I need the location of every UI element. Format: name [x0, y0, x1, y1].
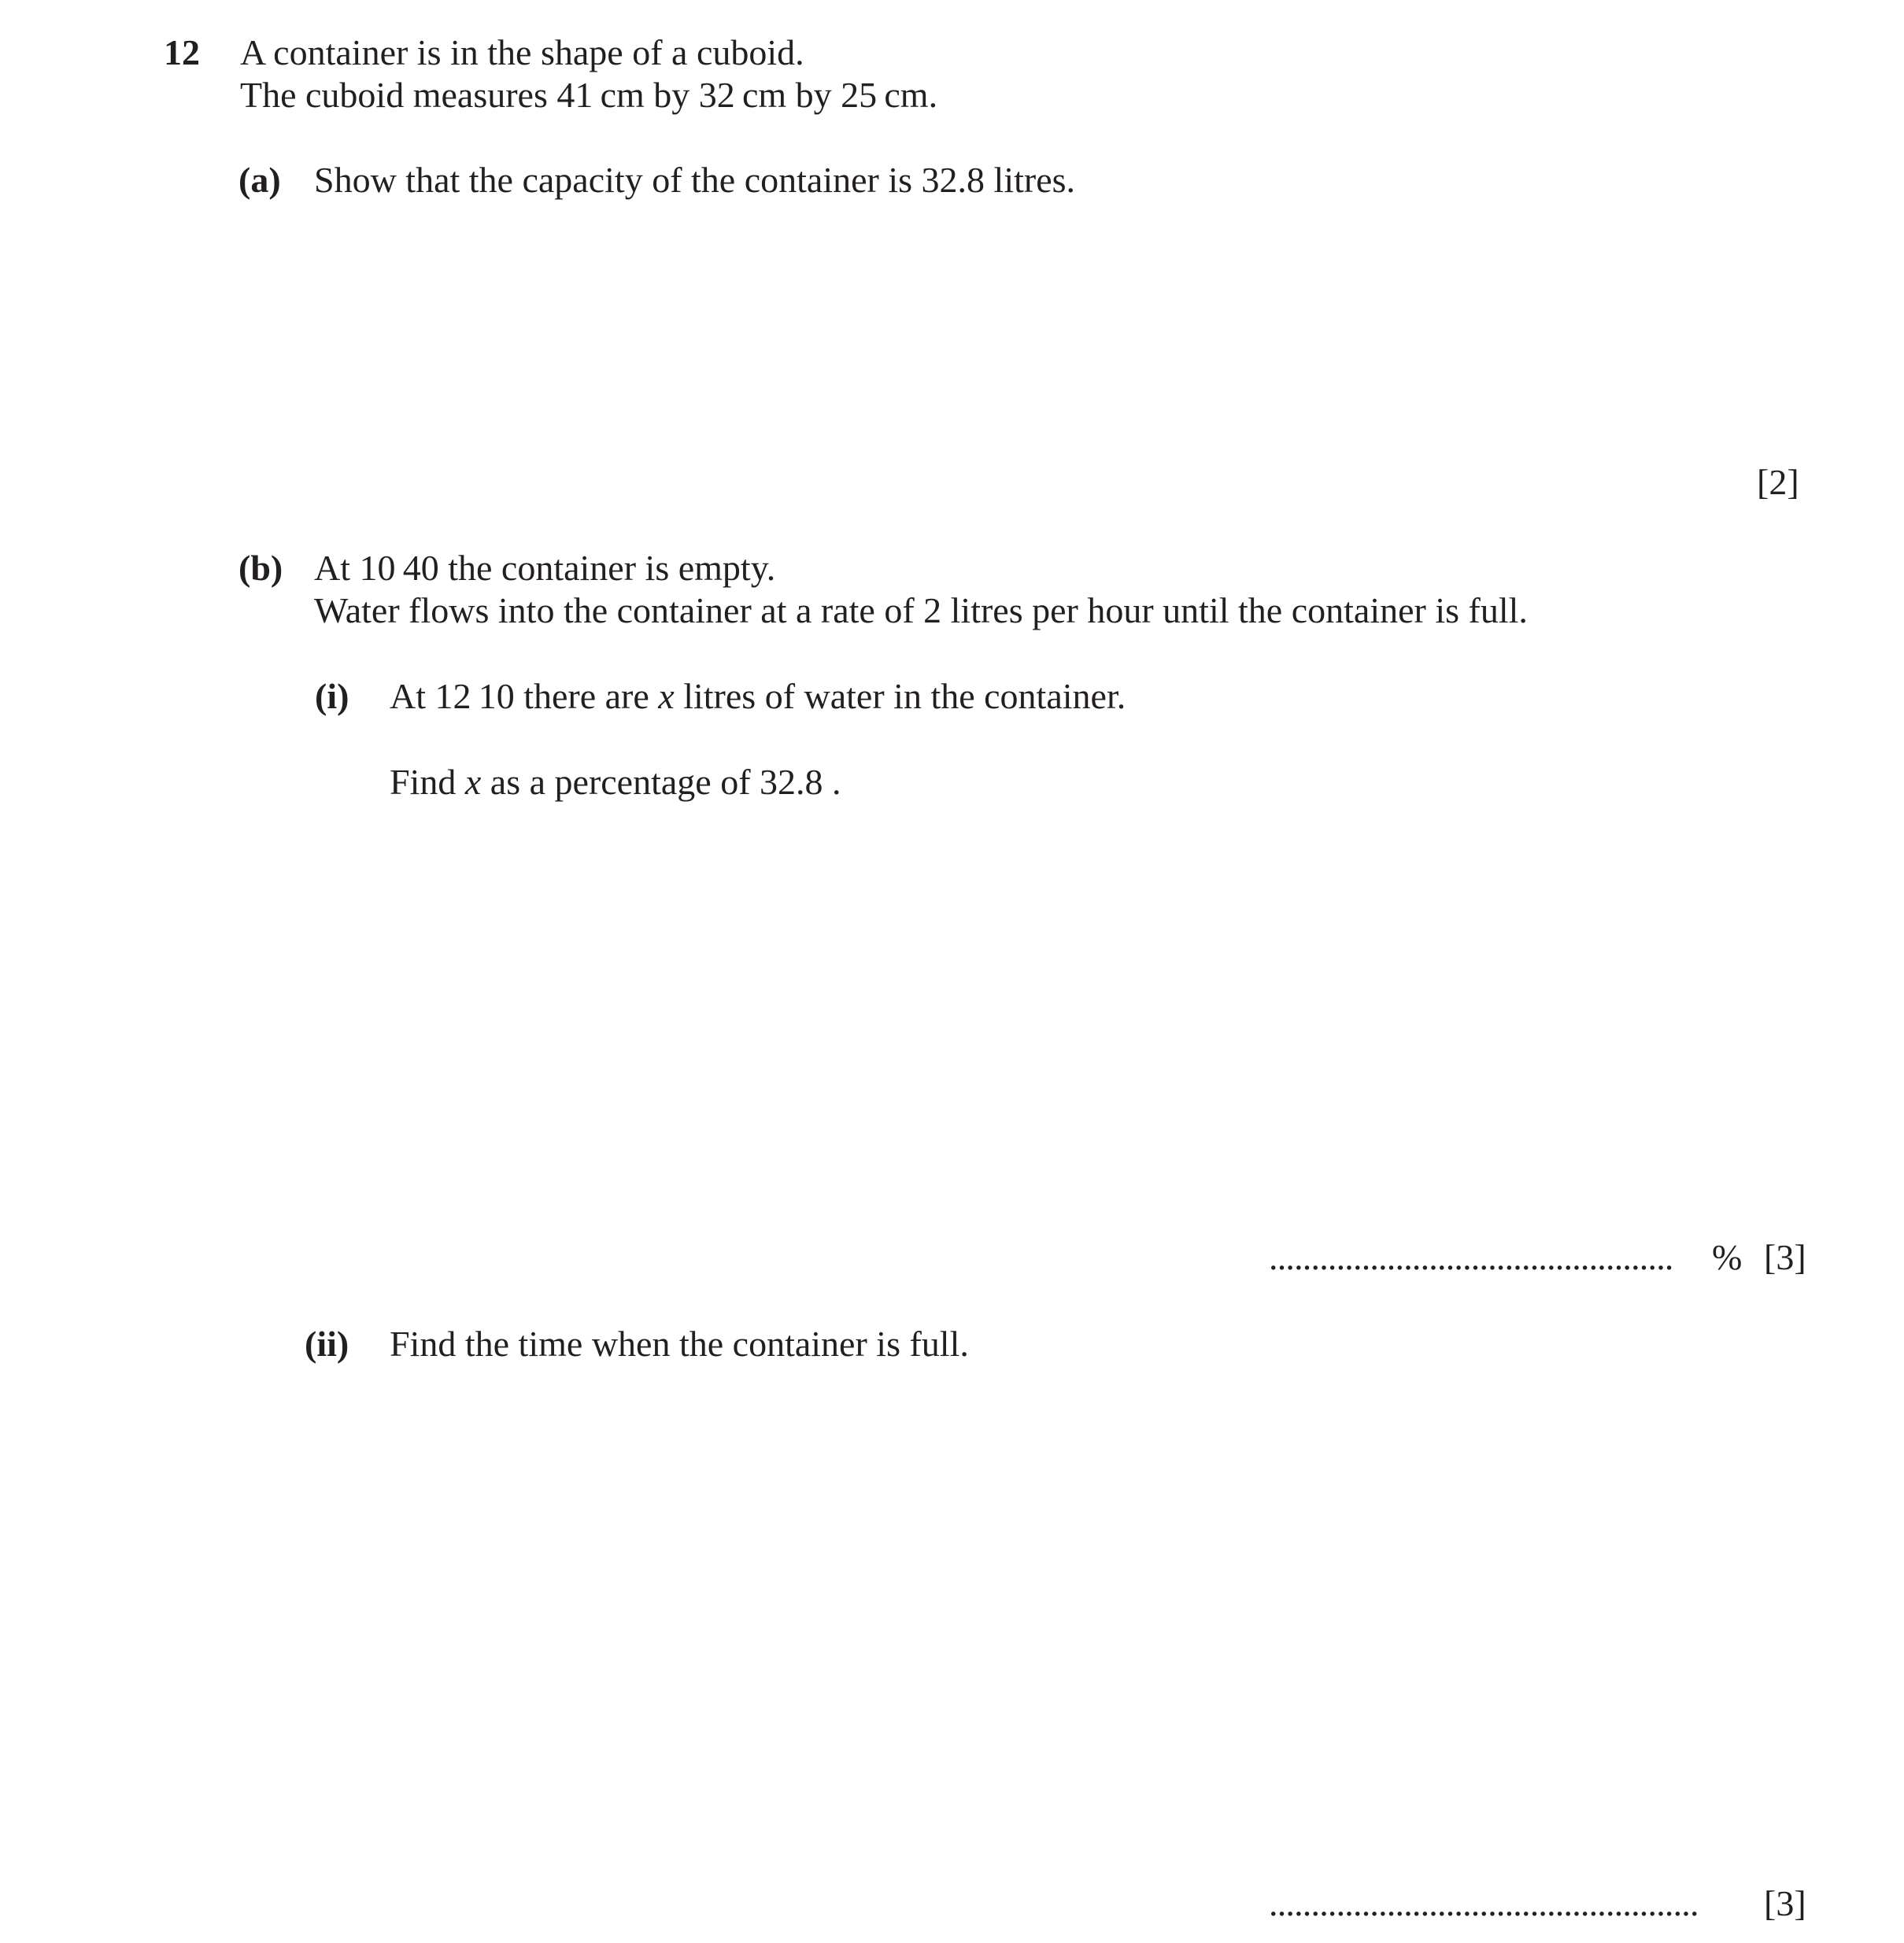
- part-b-line1: At 10 40 the container is empty.: [314, 548, 776, 588]
- part-b-i-answer-line[interactable]: ................................................: [1269, 1237, 1673, 1277]
- question-intro-line2: The cuboid measures 41 cm by 32 cm by 25 cm.: [240, 75, 938, 115]
- part-b-i-line1: At 12 10 there are x litres of water in the container.: [390, 676, 1126, 716]
- part-b-i-label: (i): [315, 676, 349, 716]
- part-b-line2: Water flows into the container at a rate of 2 litres per hour until the container is full.: [314, 590, 1528, 630]
- question-number: 12: [164, 32, 200, 72]
- part-b-i-line2: Find x as a percentage of 32.8 .: [390, 762, 841, 802]
- part-a-label: (a): [238, 160, 281, 200]
- part-a-text: Show that the capacity of the container is 32.8 litres.: [314, 160, 1076, 200]
- variable-x: x: [464, 762, 482, 802]
- part-b-i-marks: [3]: [1764, 1237, 1806, 1277]
- part-b-label: (b): [238, 548, 283, 588]
- question-intro-line1: A container is in the shape of a cuboid.: [240, 32, 804, 72]
- part-b-i-answer-unit: %: [1712, 1237, 1743, 1277]
- part-b-ii-answer-line[interactable]: ...................................................: [1269, 1883, 1699, 1923]
- part-b-ii-label: (ii): [305, 1324, 349, 1364]
- variable-x: x: [658, 676, 675, 716]
- part-b-ii-marks: [3]: [1764, 1883, 1806, 1923]
- part-a-marks: [2]: [1757, 462, 1799, 502]
- part-b-ii-text: Find the time when the container is full.: [390, 1324, 969, 1364]
